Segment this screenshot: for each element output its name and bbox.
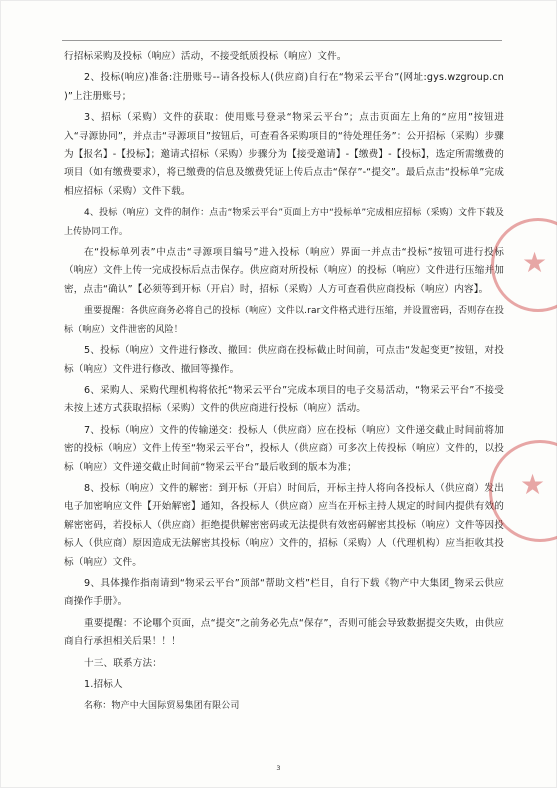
paragraph: 重要提醒：各供应商务必将自己的投标（响应）文件以.rar文件格式进行压缩，并设置密码，否则存在投标（响应）文件泄密的风险！ xyxy=(64,306,504,335)
paragraph: 6、采购人、采购代理机构将依托“物采云平台”完成本项目的电子交易活动，“物采云平台”不接受未按上述方式获取招标（采购）文件的供应商进行投标（响应）活动。 xyxy=(64,384,504,415)
seal-stamp-icon: ★ xyxy=(489,440,557,542)
paragraph: 5、投标（响应）文件进行修改、撤回：供应商在投标截止时间前，可点击“发起变更”按钮，对投标（响应）文件进行修改、撤回等操作。 xyxy=(64,345,504,375)
top-rule xyxy=(62,40,502,41)
document-body xyxy=(64,48,504,719)
page-number: 3 xyxy=(276,764,281,772)
section-heading: 十三、联系方法： xyxy=(84,657,162,669)
paragraph: 行招标采购及投标（响应）活动，不接受纸质投标（响应）文件。 xyxy=(64,51,347,62)
paragraph: 2、投标(响应)准备:注册账号--请各投标人(供应商)自行在“物采云平台”(网址:gys.wzgroup.cn )”上注册账号； xyxy=(64,72,504,102)
paragraph: 7、投标（响应）文件的传输递交：投标人（供应商）应在投标（响应）文件递交截止时间前将加密的投标（响应）文件上传至“物采云平台”，投标人（供应商）可多次上传投标（响应）文件的，以投标（响应）文件递交截止时间前“物采云平台”最后收到的版本为准； xyxy=(64,424,504,473)
paragraph: 1.招标人 xyxy=(84,679,123,690)
paragraph: 3、招标（采购）文件的获取：使用账号登录“物采云平台”；点击页面左上角的“应用”按钮进入“寻源协同”，并点击“寻源项目”按钮后，可查看各采购项目的“待处理任务”：公开招标（采购）步骤为【报名】-【投标】；邀请式招标（采购）步骤分为【接受邀请】-【缴费】-【投标】，选定所需缴费的项目（如有缴费要求），将已缴费的信息及缴费凭证上传后点击“保存”-“提交”。最后点击“投标单”完成相应招标（采购）文件下载。 xyxy=(64,112,504,197)
paragraph: 名称：物产中大国际贸易集团有限公司 xyxy=(84,701,240,712)
paragraph: 9、具体操作指南请到“物采云平台”顶部“帮助文档”栏目，自行下载《物产中大集团_物采云供应商操作手册》。 xyxy=(64,577,504,608)
seal-stamp-icon: ★ xyxy=(491,218,557,312)
paragraph: 8、投标（响应）文件的解密：到开标（开启）时间后，开标主持人将向各投标人（供应商）发出电子加密响应文件【开始解密】通知，各投标人（供应商）应当在开标主持人规定的时间内提供有效的解密密码，若投标人（供应商）拒绝提供解密密码或无法提供有效密码解密其投标（响应）文件等因投标人（供应商）原因造成无法解密其投标（响应）文件的，招标（采购）人（代理机构）应当拒收其投标（响应）文件。 xyxy=(64,482,504,568)
paragraph: 4、投标（响应）文件的制作：点击“物采云平台”页面上方中“投标单”完成相应招标（采购）文件下载及上传协同工作。 xyxy=(64,208,504,237)
paragraph: 在“投标单列表”中点击“寻源项目编号”进入投标（响应）界面一并点击“投标”按钮可进行投标（响应）文件上传一完成投标后点击保存。供应商对所投标（响应）的投标（响应）文件进行压缩并加密，点击“确认”【必须等到开标（开启）时，招标（采购）人方可查看供应商投标（响应）内容】。 xyxy=(64,247,504,295)
paragraph: 重要提醒：不论哪个页面，点“提交”之前务必先点“保存”，否则可能会导致数据提交失败，由供应商自行承担相关后果！！！ xyxy=(64,617,504,648)
